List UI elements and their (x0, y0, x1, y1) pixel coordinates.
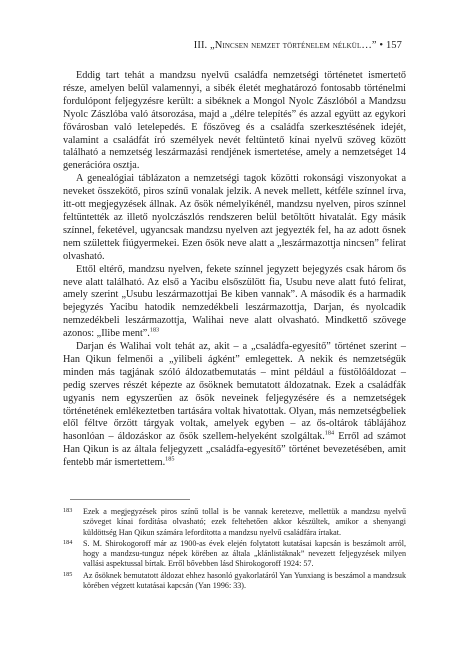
paragraph (63, 341, 406, 470)
paragraph-text: Eddig tart tehát a mandzsu nyelvű családfa nemzetségi történetet ismertető része, amelyen belül valamennyi, a sibék életét meghatározó fontosabb történelmi fordulópont feljegyzésre került: a sibéknek a Mongol Nyolc Zászlóból a Mandzsu Nyolc Zászlóba való átsorozása, majd a „délre telepítés” és azzal együtt az egykori fővárosban való letelepedés. E főszöveg és a családfa szerkesztésének idejét, valamint a családfát író személyek nevét feltüntető kínai nyelvű szöveg között található a nemzetség leszármazási rendjének ismertetése, amely a nemzetséget 14 generációra osztja. (63, 70, 406, 172)
running-header (194, 40, 402, 51)
header-separator: • (379, 40, 384, 51)
footnote (63, 539, 406, 570)
paragraph (63, 173, 406, 263)
footnote-text: Az ősöknek bemutatott áldozat ehhez hasonló gyakorlatáról Yan Yunxiang is beszámol a mandzsuk körében végzett kutatásai kapcsán (Yan 1996: 33). (83, 570, 406, 591)
footnote (63, 507, 406, 538)
paragraph (63, 70, 406, 173)
footnote-divider (70, 499, 190, 500)
chapter-number: III. (193, 40, 208, 51)
paragraph-text: Ettől eltérő, mandzsu nyelven, fekete színnel jegyzett bejegyzés csak három ős neve alatt található. Az első a Yacibu elsőszülött fia, Usubu neve alatt futó felirat, amely szerint „Usubu leszármazottjai Be kiben vannak”. A második és a harmadik bejegyzés Yacibu hatodik nemzedékbeli leszármazottja, Darjan, és nyolcadik nemzedékbeli leszármazottja, Walihai neve alatt olvasható. Mindkettő szövege azonos: „Ilibe ment”. (63, 263, 406, 340)
footnote-reference[interactable]: 183 (149, 326, 160, 334)
paragraph-text: Erről ad számot Han Qikun is az általa feljegyzett „családfa-egyesítő” történet bevezetésében, amit fentebb már ismertettem. (63, 431, 406, 469)
paragraph-text: A genealógiai táblázaton a nemzetségi tagok közötti rokonsági viszonyokat a neveket összekötő, piros színű vonalak jelzik. A nevek mellett, kétféle színnel írva, itt-ott megjegyzések állnak. Az ősök némelyikénél, mandzsu nyelven, piros színnel feltüntették az illető nyolczászlós rendszeren belül betöltött hivatalát. Egy másik színnel, feketével, ugyancsak mandzsu nyelven azt jegyezték fel, ha az adott ősnek nem születtek fiúgyermekei. Ezen ősök neve alatt a „leszármazottja nincsen” felirat olvasható. (63, 173, 406, 262)
paragraph (63, 264, 406, 341)
paragraph-text: Darjan és Walihai volt tehát az, akit – a „családfa-egyesítő” történet szerint – Han Qikun felmenői a „yilibeli ágként” emlegettek. A nekik és nemzetségük minden más tagjának szóló áldozatbemutatás – mint például a füstölőáldozat – pedig szerves részét képezte az ősöknek bemutatott áldozatnak. Ezek a családfák ugyanis nem egyszerűen az ősök neveinek feljegyzésére és a nemzetségek történetének emlékeztetben tartására voltak hivatottak. Olyan, más nemzetségbeliek elől féltve őrzött tárgyak voltak, amelyek egyben – az ős-oltárok táblájához hasonlóan – áldozáskor az ősök szellem-helyeként szolgáltak. (63, 341, 406, 443)
page-number: 157 (385, 40, 402, 51)
footnote-reference[interactable]: 185 (165, 455, 175, 463)
footnote-text: S. M. Shirokogoroff már az 1900-as évek elején folytatott kutatásai kapcsán is beszámolt arról, hogy a mandzsu-tunguz népek körében az általa „klánlistáknak” nevezett feljegyzések milyen vallási aspektussal bírtak. Erről bővebben lásd Shirokogoroff 1924: 57. (83, 538, 406, 569)
footnote-number: 185 (63, 570, 73, 578)
footnotes (63, 507, 406, 592)
main-text (63, 70, 406, 470)
footnote-number: 184 (63, 538, 73, 546)
footnote-reference[interactable]: 184 (324, 429, 335, 437)
footnote-number: 183 (63, 507, 73, 514)
footnote (63, 571, 406, 592)
chapter-title: „Nincsen nemzet történelem nélkül…” (210, 40, 377, 51)
footnote-text: Ezek a megjegyzések piros színű tollal is be vannak keretezve, mellettük a mandzsu nyelvű szöveget kínai fordítása olvasható; ezek feltehetően akkor készültek, amikor a shenyangi küldöttség Han Qikun számára lefordította a mandzsu nyelvű családfára írtakat. (83, 507, 406, 537)
